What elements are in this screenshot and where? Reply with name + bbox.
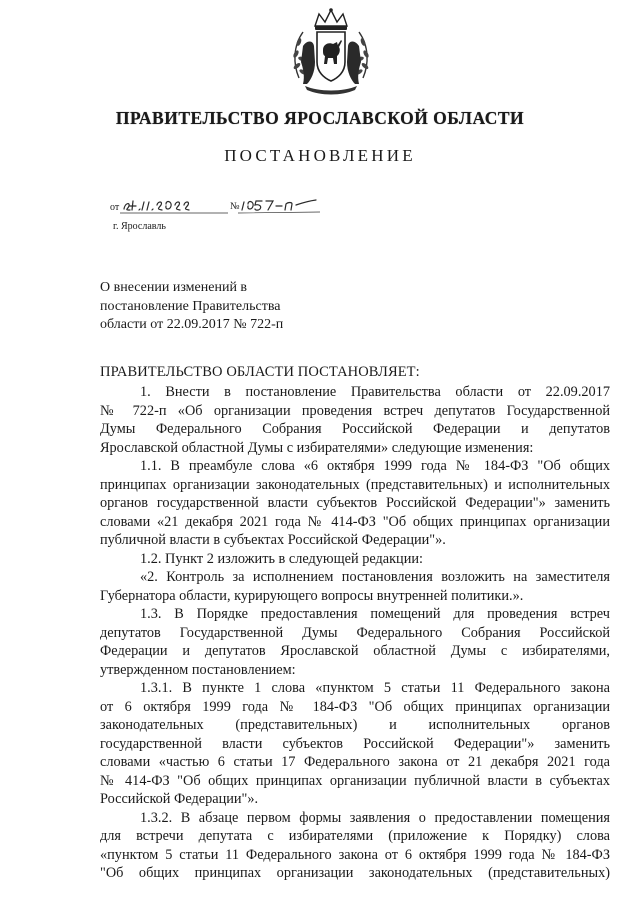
text-line: Губернатора области, курирующего вопросы внутренней политики.». — [100, 587, 524, 604]
paragraph-1-3-2 — [100, 809, 610, 883]
text-line: принципах организации законодательных (представительных) и исполнительных — [100, 476, 610, 493]
text-line: 1.3. В Порядке предоставления помещений для проведения встреч — [140, 606, 610, 622]
text-line: для встречи депутата с избирателями (приложение к Порядку) слова — [100, 828, 610, 844]
text-line: словами «21 декабря 2021 года № 414-ФЗ "Об общих принципах организации — [100, 513, 610, 530]
text-line: 1.1. В преамбуле слова «6 октября 1999 года № 184-ФЗ "Об общих — [140, 458, 610, 474]
text-line: органов государственной власти субъектов Российской Федерации"» заменить — [100, 495, 610, 511]
handwritten-date-and-number-icon — [110, 195, 330, 217]
text-line: 1.3.1. В пункте 1 слова «пунктом 5 статьи 11 Федерального закона — [140, 680, 610, 696]
text-line: 1.2. Пункт 2 изложить в следующей редакции: — [140, 550, 423, 567]
text-line: «пунктом 5 статьи 11 Федерального закона от 6 октября 1999 года № 184-ФЗ — [100, 846, 610, 863]
document-subject — [100, 279, 420, 335]
text-line: "Об общих принципах организации законодательных (представительных) — [100, 865, 610, 881]
subject-line: области от 22.09.2017 № 722-п — [100, 317, 284, 332]
text-line: Ярославской областной Думы с избирателями» следующие изменения: — [100, 439, 534, 456]
text-line: № 414-ФЗ "Об общих принципах организации публичной власти в субъектах — [100, 772, 610, 789]
text-line: словами «частью 6 статьи 17 Федерального закона от 21 декабря 2021 года — [100, 754, 610, 770]
paragraph-1-3-1 — [100, 679, 610, 809]
org-title: ПРАВИТЕЛЬСТВО ЯРОСЛАВСКОЙ ОБЛАСТИ — [115, 108, 525, 128]
text-line: государственной власти субъектов Российской Федерации"» заменить — [100, 735, 610, 752]
subject-line: О внесении изменений в — [100, 280, 248, 295]
text-line: № 722-п «Об организации проведения встреч депутатов Государственной — [100, 402, 610, 419]
document-type: ПОСТАНОВЛЕНИЕ — [224, 146, 416, 165]
text-line: от 6 октября 1999 года № 184-ФЗ "Об общих принципах организации — [100, 698, 610, 715]
paragraph-new-item-2 — [100, 568, 610, 605]
text-line: 1. Внести в постановление Правительства области от 22.09.2017 — [140, 384, 610, 400]
text-line: депутатов Государственной Думы Федерального Собрания Российской — [100, 624, 610, 641]
paragraph-1 — [100, 383, 610, 457]
text-line: законодательных (представительных) и исполнительных органов — [100, 717, 610, 733]
date-prefix: от — [110, 202, 120, 213]
text-line: публичной власти в субъектах Российской Федерации"». — [100, 532, 446, 548]
number-prefix: № — [230, 201, 240, 212]
city: г. Ярославль — [113, 221, 166, 232]
decree-heading: ПРАВИТЕЛЬСТВО ОБЛАСТИ ПОСТАНОВЛЯЕТ: — [100, 364, 420, 380]
text-line: Думы Федерального Собрания Российской Федерации и депутатов — [100, 421, 610, 437]
text-line: Федерации и депутатов Ярославской областной Думы с избирателями, — [100, 643, 610, 659]
text-line: «2. Контроль за исполнением постановления возложить на заместителя — [140, 569, 610, 585]
text-line: утвержденном постановлением: — [100, 661, 296, 678]
subject-line: постановление Правительства — [100, 298, 281, 314]
date-number-line — [110, 195, 330, 217]
text-line: 1.3.2. В абзаце первом формы заявления о предоставлении помещения — [140, 809, 610, 826]
text-line: Российской Федерации"». — [100, 791, 259, 807]
document-body — [100, 383, 610, 883]
paragraph-1-3 — [100, 605, 610, 679]
paragraph-1-1 — [100, 457, 610, 550]
coat-of-arms-icon — [285, 6, 377, 98]
paragraph-1-2 — [100, 550, 610, 569]
